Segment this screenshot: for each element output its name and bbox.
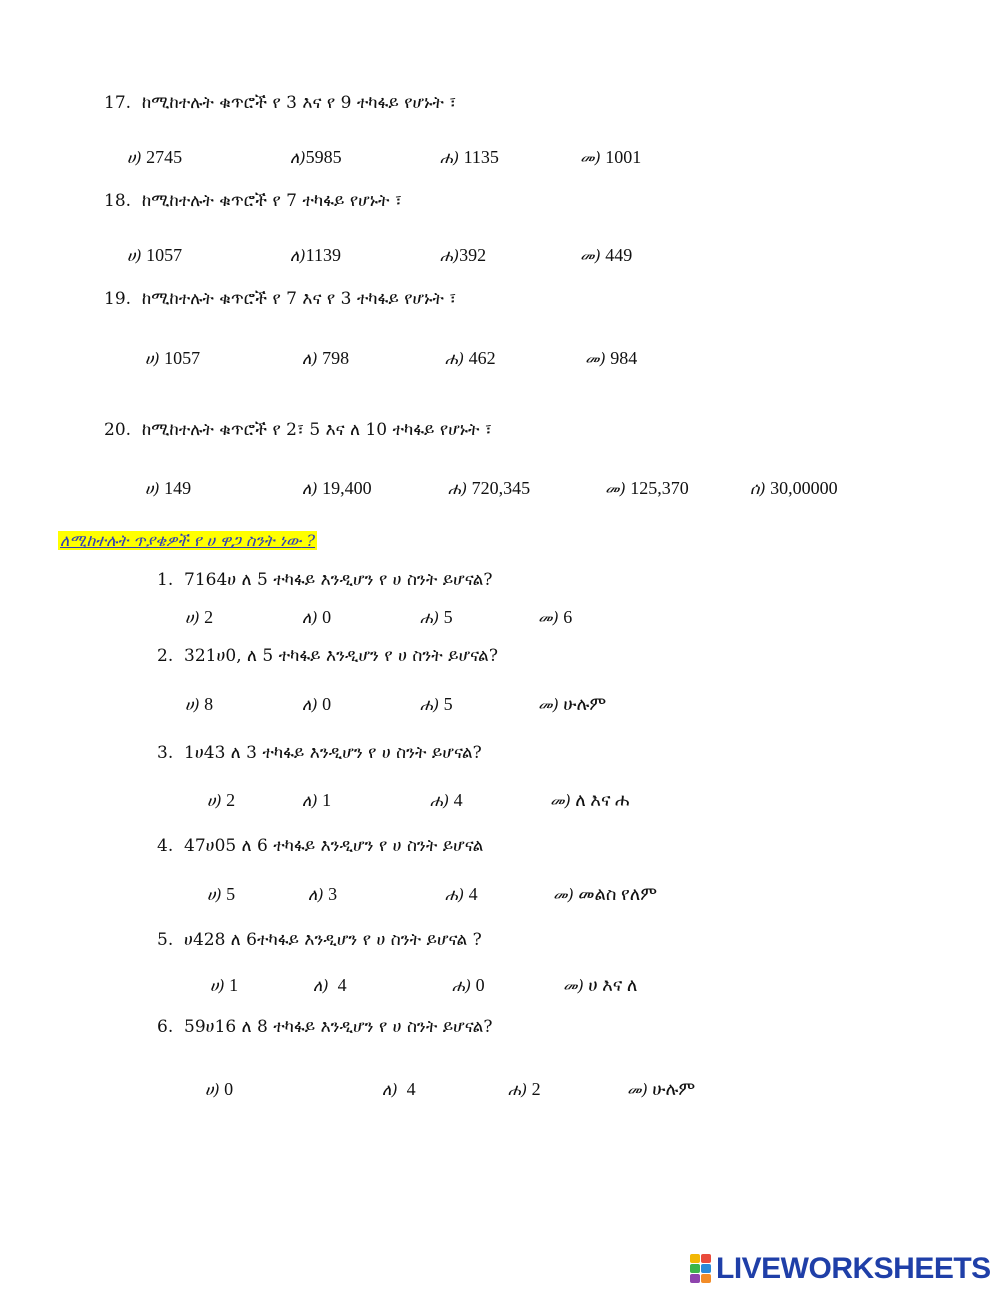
b1-option-c[interactable]: ሐ) 5 — [420, 607, 453, 627]
b5-option-c[interactable]: ሐ) 0 — [452, 975, 485, 995]
logo-blocks-icon — [690, 1254, 712, 1284]
q20-option-d[interactable]: መ) 125,370 — [605, 478, 689, 498]
b3-option-a[interactable]: ሀ) 2 — [207, 790, 236, 810]
q20-option-b[interactable]: ለ) 19,400 — [302, 478, 372, 498]
section-heading — [58, 531, 317, 551]
question-20 — [104, 420, 492, 440]
question-text: 1ሀ43 ለ 3 ተካፋይ እንዲሆን የ ሀ ስንት ይሆናል? — [184, 743, 482, 763]
b5-option-b[interactable]: ለ) 4 — [313, 975, 347, 995]
q17-option-b[interactable]: ለ)5985 — [290, 147, 342, 167]
question-number: 18. — [104, 191, 132, 211]
question-number: 4. — [157, 836, 174, 856]
b6-option-c[interactable]: ሐ) 2 — [508, 1079, 541, 1099]
question-4 — [157, 836, 483, 856]
question-2 — [157, 646, 498, 666]
q17-option-a[interactable]: ሀ) 2745 — [127, 147, 183, 167]
b4-option-c[interactable]: ሐ) 4 — [445, 884, 478, 904]
question-17 — [104, 93, 456, 113]
question-text: ሀ428 ለ 6ተካፋይ እንዲሆን የ ሀ ስንት ይሆናል ? — [184, 930, 482, 950]
b5-option-a[interactable]: ሀ) 1 — [210, 975, 239, 995]
q17-option-d[interactable]: መ) 1001 — [580, 147, 642, 167]
question-number: 1. — [157, 570, 174, 590]
q19-option-a[interactable]: ሀ) 1057 — [145, 348, 201, 368]
b4-option-b[interactable]: ለ) 3 — [308, 884, 338, 904]
q20-option-a[interactable]: ሀ) 149 — [145, 478, 192, 498]
question-text: 321ሀ0, ለ 5 ተካፋይ እንዲሆን የ ሀ ስንት ይሆናል? — [184, 646, 498, 666]
question-text: ከሚከተሉት ቁጥሮች የ 7 ተካፋይ የሆኑት ፣ — [141, 191, 402, 211]
q18-option-d[interactable]: መ) 449 — [580, 245, 633, 265]
question-text: ከሚከተሉት ቁጥሮች የ 7 እና የ 3 ተካፋይ የሆኑት ፣ — [141, 289, 457, 309]
b2-option-c[interactable]: ሐ) 5 — [420, 694, 453, 714]
brand-name: LIVEWORKSHEETS — [716, 1252, 991, 1285]
question-1 — [157, 570, 493, 590]
question-text: 7164ሀ ለ 5 ተካፋይ እንዲሆን የ ሀ ስንት ይሆናል? — [184, 570, 493, 590]
question-19 — [104, 289, 456, 309]
q19-option-d[interactable]: መ) 984 — [585, 348, 638, 368]
question-number: 20. — [104, 420, 132, 440]
b3-option-c[interactable]: ሐ) 4 — [430, 790, 463, 810]
question-text: ከሚከተሉት ቁጥሮች የ 2፣ 5 እና ለ 10 ተካፋይ የሆኑት ፣ — [141, 420, 492, 440]
q17-option-c[interactable]: ሐ) 1135 — [440, 147, 499, 167]
b3-option-b[interactable]: ለ) 1 — [302, 790, 332, 810]
question-6 — [157, 1017, 493, 1037]
b6-option-a[interactable]: ሀ) 0 — [205, 1079, 234, 1099]
b4-option-a[interactable]: ሀ) 5 — [207, 884, 236, 904]
b5-option-d[interactable]: መ) ሀ እና ለ — [563, 975, 638, 995]
b3-option-d[interactable]: መ) ለ እና ሐ — [550, 790, 630, 810]
b1-option-d[interactable]: መ) 6 — [538, 607, 573, 627]
q18-option-a[interactable]: ሀ) 1057 — [127, 245, 183, 265]
b2-option-d[interactable]: መ) ሁሉም — [538, 694, 607, 714]
b2-option-a[interactable]: ሀ) 8 — [185, 694, 214, 714]
b6-option-d[interactable]: መ) ሁሉም — [627, 1079, 696, 1099]
b2-option-b[interactable]: ለ) 0 — [302, 694, 332, 714]
liveworksheets-logo[interactable] — [690, 1252, 991, 1286]
b4-option-d[interactable]: መ) መልስ የለም — [553, 884, 658, 904]
b6-option-b[interactable]: ለ) 4 — [382, 1079, 416, 1099]
question-number: 6. — [157, 1017, 174, 1037]
question-number: 17. — [104, 93, 132, 113]
b1-option-b[interactable]: ለ) 0 — [302, 607, 332, 627]
q19-option-b[interactable]: ለ) 798 — [302, 348, 350, 368]
question-number: 3. — [157, 743, 174, 763]
question-3 — [157, 743, 482, 763]
question-5 — [157, 930, 482, 950]
question-18 — [104, 191, 402, 211]
q18-option-c[interactable]: ሐ)392 — [440, 245, 487, 265]
q19-option-c[interactable]: ሐ) 462 — [445, 348, 496, 368]
question-number: 19. — [104, 289, 132, 309]
section-heading-text: ለሚከተሉት ጥያቄዎች የ ሀ ዋጋ ስንት ነው ? — [60, 531, 316, 550]
question-text: 59ሀ16 ለ 8 ተካፋይ እንዲሆን የ ሀ ስንት ይሆናል? — [184, 1017, 493, 1037]
b1-option-a[interactable]: ሀ) 2 — [185, 607, 214, 627]
question-text: 47ሀ05 ለ 6 ተካፋይ እንዲሆን የ ሀ ስንት ይሆናል — [184, 836, 484, 856]
q20-option-e[interactable]: ሰ) 30,00000 — [750, 478, 838, 498]
question-number: 2. — [157, 646, 174, 666]
q18-option-b[interactable]: ለ)1139 — [290, 245, 341, 265]
q20-option-c[interactable]: ሐ) 720,345 — [448, 478, 531, 498]
question-number: 5. — [157, 930, 174, 950]
question-text: ከሚከተሉት ቁጥሮች የ 3 እና የ 9 ተካፋይ የሆኑት ፣ — [141, 93, 457, 113]
